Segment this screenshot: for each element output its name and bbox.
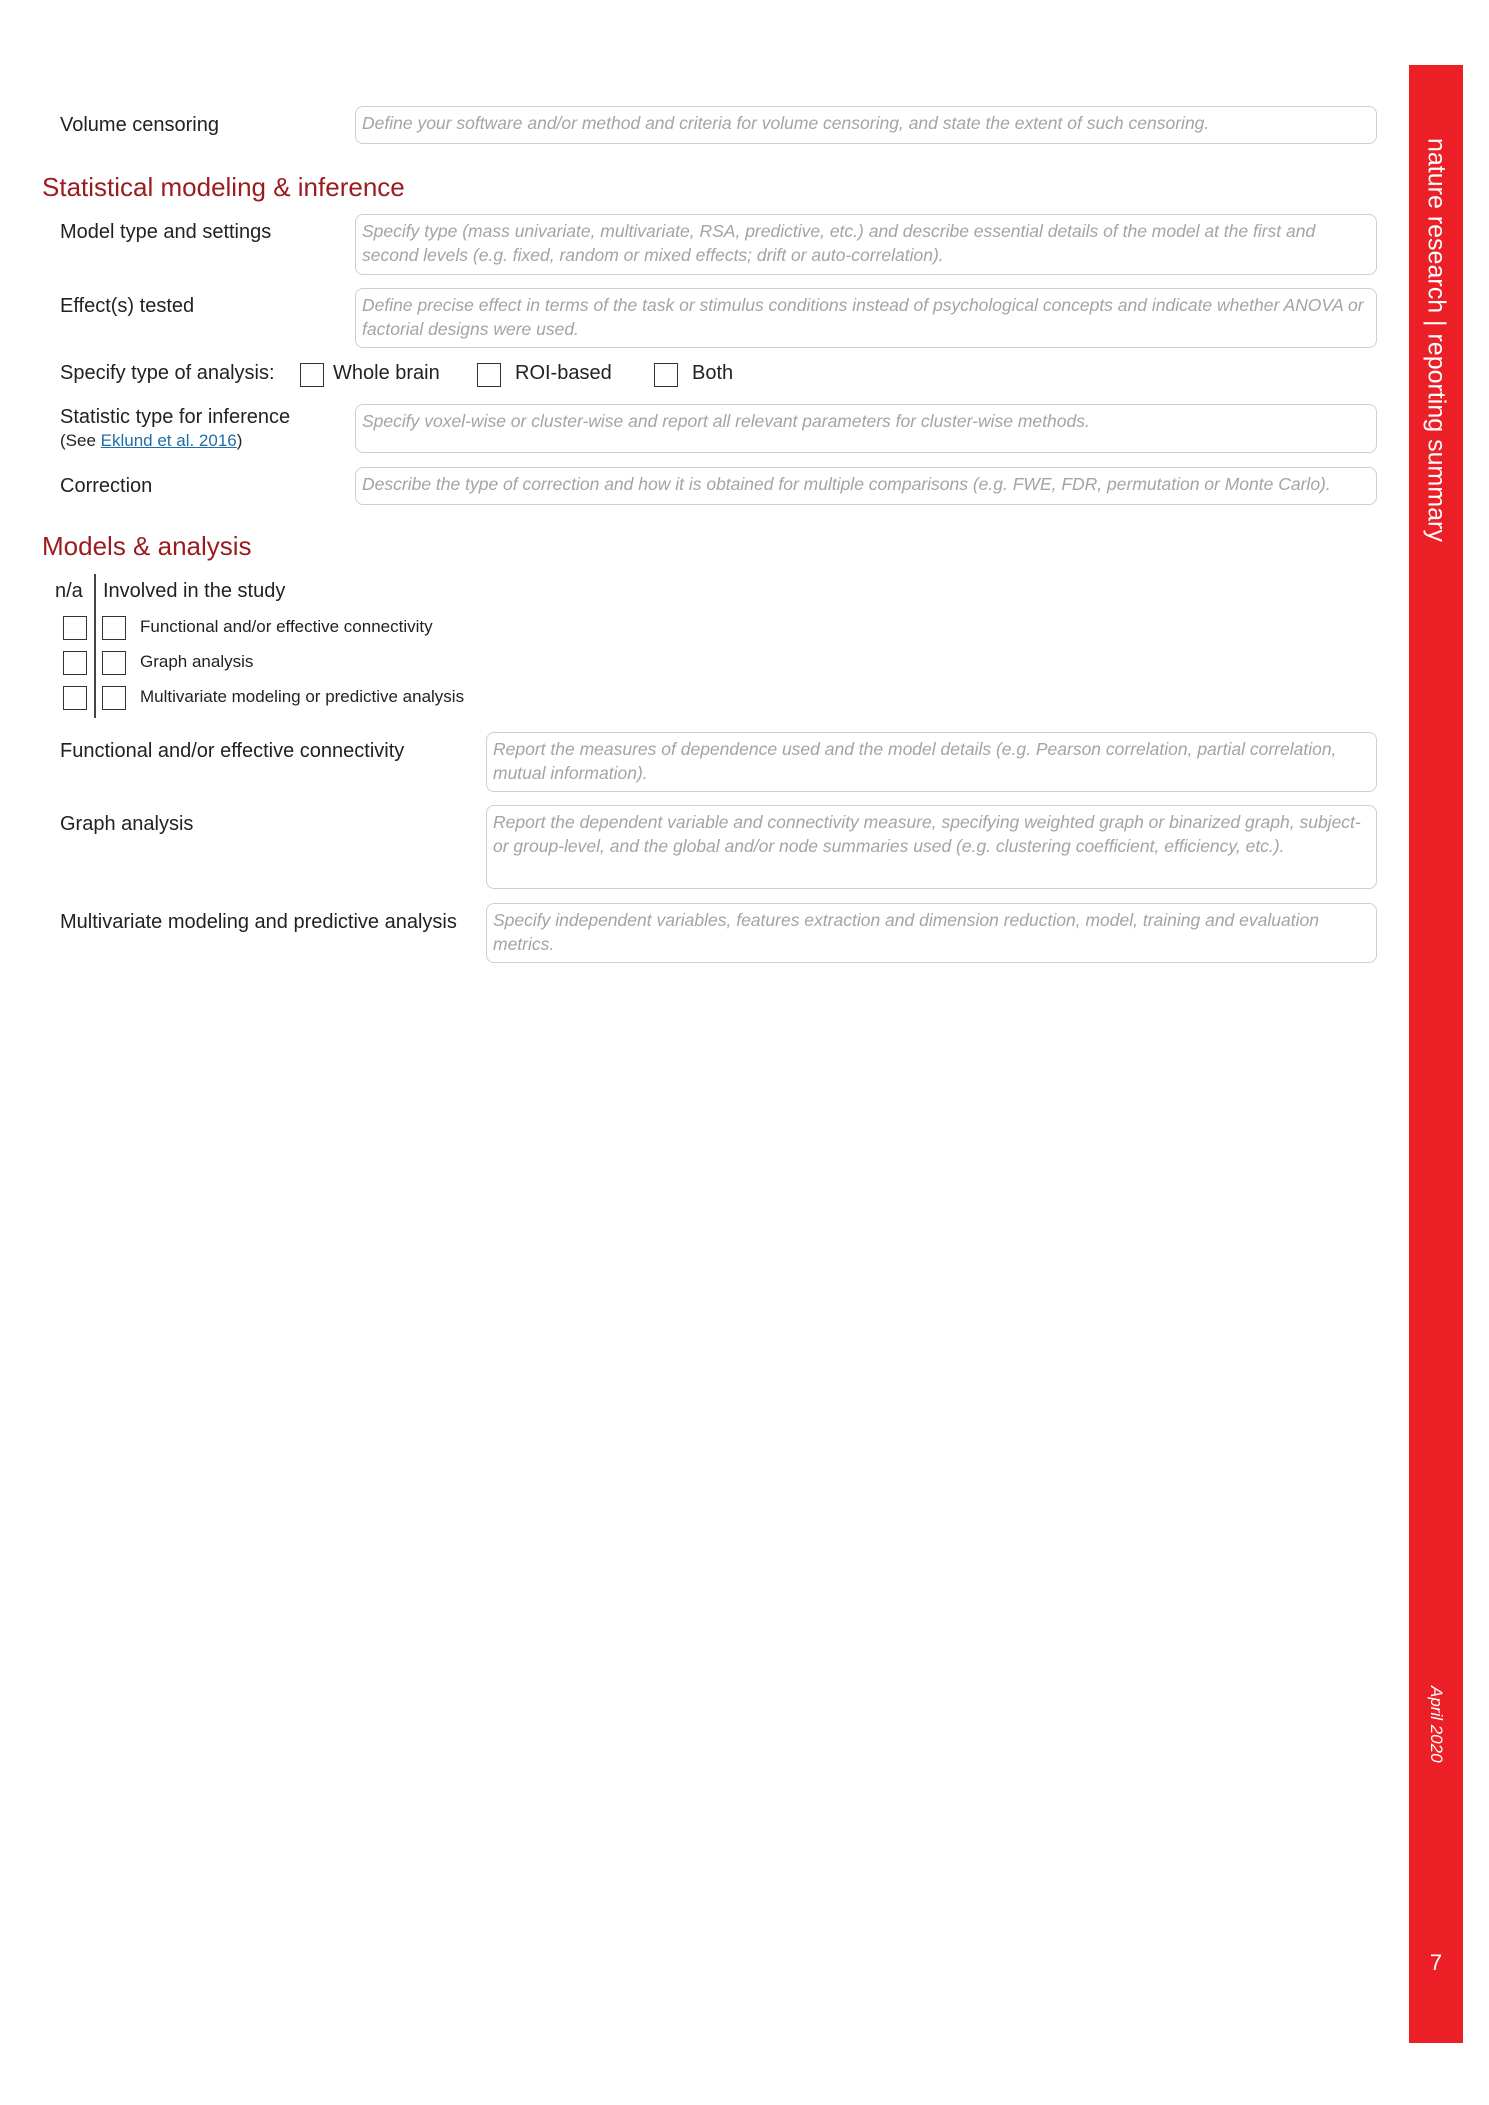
column-divider	[94, 574, 96, 718]
involved-header: Involved in the study	[103, 580, 286, 602]
correction-label: Correction	[60, 475, 153, 497]
model-type-label: Model type and settings	[60, 221, 272, 243]
roi-based-checkbox[interactable]	[477, 363, 501, 387]
connectivity-item-label: Functional and/or effective connectivity	[140, 617, 433, 636]
analysis-type-label: Specify type of analysis:	[60, 362, 275, 384]
see-suffix: )	[236, 431, 243, 450]
multivariate-involved-checkbox[interactable]	[102, 686, 126, 710]
roi-based-label: ROI-based	[515, 362, 612, 384]
multivariate-na-checkbox[interactable]	[63, 686, 87, 710]
statistic-type-field[interactable]: Specify voxel-wise or cluster-wise and report all relevant parameters for cluster-wise methods.	[355, 404, 1377, 453]
see-prefix: (See	[60, 431, 101, 450]
connectivity-label: Functional and/or effective connectivity	[60, 740, 405, 762]
na-header: n/a	[55, 580, 83, 602]
multivariate-field[interactable]: Specify independent variables, features extraction and dimension reduction, model, training and evaluation metrics.	[486, 903, 1377, 963]
statistic-type-label: Statistic type for inference	[60, 406, 291, 428]
connectivity-involved-checkbox[interactable]	[102, 616, 126, 640]
eklund-reference	[60, 431, 242, 451]
graph-item-label: Graph analysis	[140, 652, 254, 671]
correction-field[interactable]: Describe the type of correction and how it is obtained for multiple comparisons (e.g. FWE, FDR, permutation or Monte Carlo).	[355, 467, 1377, 505]
connectivity-field[interactable]: Report the measures of dependence used and the model details (e.g. Pearson correlation, partial correlation, mutual information).	[486, 732, 1377, 792]
sidebar-title: nature research | reporting summary	[1422, 138, 1451, 542]
graph-analysis-label: Graph analysis	[60, 813, 194, 835]
connectivity-na-checkbox[interactable]	[63, 616, 87, 640]
page-number: 7	[1429, 1950, 1443, 1975]
graph-na-checkbox[interactable]	[63, 651, 87, 675]
multivariate-label: Multivariate modeling and predictive analysis	[60, 911, 457, 933]
both-checkbox[interactable]	[654, 363, 678, 387]
whole-brain-checkbox[interactable]	[300, 363, 324, 387]
both-label: Both	[692, 362, 734, 384]
multivariate-item-label: Multivariate modeling or predictive analysis	[140, 687, 465, 706]
volume-censoring-field[interactable]: Define your software and/or method and criteria for volume censoring, and state the extent of such censoring.	[355, 106, 1377, 144]
eklund-link[interactable]: Eklund et al. 2016	[100, 431, 237, 450]
whole-brain-label: Whole brain	[333, 362, 440, 384]
sidebar-date: April 2020	[1427, 1686, 1446, 1763]
effects-tested-field[interactable]: Define precise effect in terms of the task or stimulus conditions instead of psychological concepts and indicate whether ANOVA or factorial designs were used.	[355, 288, 1377, 348]
volume-censoring-label: Volume censoring	[60, 114, 219, 136]
model-type-field[interactable]: Specify type (mass univariate, multivariate, RSA, predictive, etc.) and describe essential details of the model at the first and second levels (e.g. fixed, random or mixed effects; drift or auto-correlation).	[355, 214, 1377, 275]
models-heading: Models & analysis	[42, 531, 252, 561]
graph-involved-checkbox[interactable]	[102, 651, 126, 675]
graph-analysis-field[interactable]: Report the dependent variable and connectivity measure, specifying weighted graph or binarized graph, subject- or group-level, and the global and/or node summaries used (e.g. clustering coefficient, efficiency, etc.).	[486, 805, 1377, 889]
effects-tested-label: Effect(s) tested	[60, 295, 195, 317]
statistical-heading: Statistical modeling & inference	[42, 172, 405, 202]
